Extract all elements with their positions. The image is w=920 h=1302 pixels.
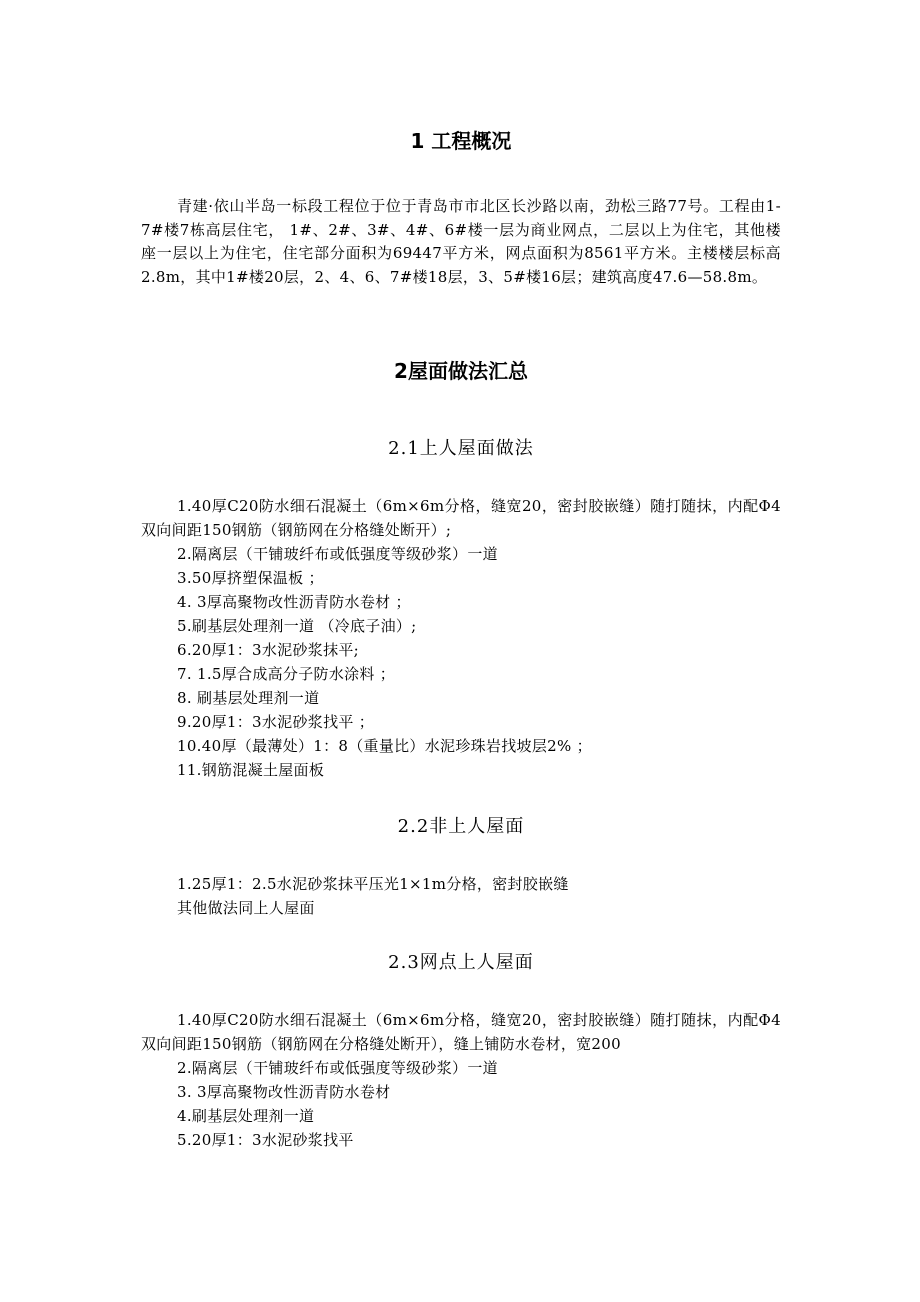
list-item: 4.刷基层处理剂一道 <box>177 1107 315 1125</box>
subsection-2-3-list <box>141 1008 781 1152</box>
list-item: 1.40厚C20防水细石混凝土（6m×6m分格，缝宽20，密封胶嵌缝）随打随抹，内配Φ4双向间距150钢筋（钢筋网在分格缝处断开），缝上铺防水卷材，宽200 <box>141 1011 781 1053</box>
list-item: 5.20厚1：3水泥砂浆找平 <box>177 1131 354 1149</box>
list-item: 2.隔离层（干铺玻纤布或低强度等级砂浆）一道 <box>177 545 498 563</box>
subsection-2-2-title: 2.2非上人屋面 <box>397 816 525 837</box>
subsection-2-3-title: 2.3网点上人屋面 <box>388 952 534 973</box>
subsection-2-1-list <box>141 494 781 782</box>
subsection-2-1-title: 2.1上人屋面做法 <box>388 438 534 459</box>
list-item: 9.20厚1：3水泥砂浆找平 ； <box>177 713 375 731</box>
list-item: 5.刷基层处理剂一道 （冷底子油）; <box>177 617 417 635</box>
list-item: 其他做法同上人屋面 <box>177 899 315 917</box>
section-1-paragraph: 青建·依山半岛一标段工程位于位于青岛市市北区长沙路以南，劲松三路77号。工程由1-7#楼7栋高层住宅， 1#、2#、3#、4#、6#楼一层为商业网点，二层以上为住宅，其他楼座一层以上为住宅，住宅部分面积为69447平方米，网点面积为8561平方米。主楼楼层标高2.8m，其中1#楼20层，2、4、6、7#楼18层，3、5#楼16层；建筑高度47.6—58.8m。 <box>141 197 781 286</box>
list-item: 3. 3厚高聚物改性沥青防水卷材 <box>177 1083 391 1101</box>
list-item: 10.40厚（最薄处）1：8（重量比）水泥珍珠岩找坡层2% ； <box>177 737 592 755</box>
list-item: 1.25厚1：2.5水泥砂浆抹平压光1×1m分格，密封胶嵌缝 <box>177 875 569 893</box>
list-item: 2.隔离层（干铺玻纤布或低强度等级砂浆）一道 <box>177 1059 498 1077</box>
list-item: 4. 3厚高聚物改性沥青防水卷材 ； <box>177 593 411 611</box>
list-item: 8. 刷基层处理剂一道 <box>177 689 320 707</box>
section-1-title: 1 工程概况 <box>410 129 512 153</box>
list-item: 3.50厚挤塑保温板 ； <box>177 569 324 587</box>
section-2-title: 2屋面做法汇总 <box>394 359 528 383</box>
list-item: 11.钢筋混凝土屋面板 <box>177 761 325 779</box>
subsection-2-2-list <box>141 872 781 920</box>
list-item: 1.40厚C20防水细石混凝土（6m×6m分格，缝宽20，密封胶嵌缝）随打随抹，内配Φ4双向间距150钢筋（钢筋网在分格缝处断开）; <box>141 497 781 539</box>
list-item: 7. 1.5厚合成高分子防水涂料 ； <box>177 665 396 683</box>
list-item: 6.20厚1：3水泥砂浆抹平; <box>177 641 360 659</box>
document-page <box>141 0 781 1302</box>
